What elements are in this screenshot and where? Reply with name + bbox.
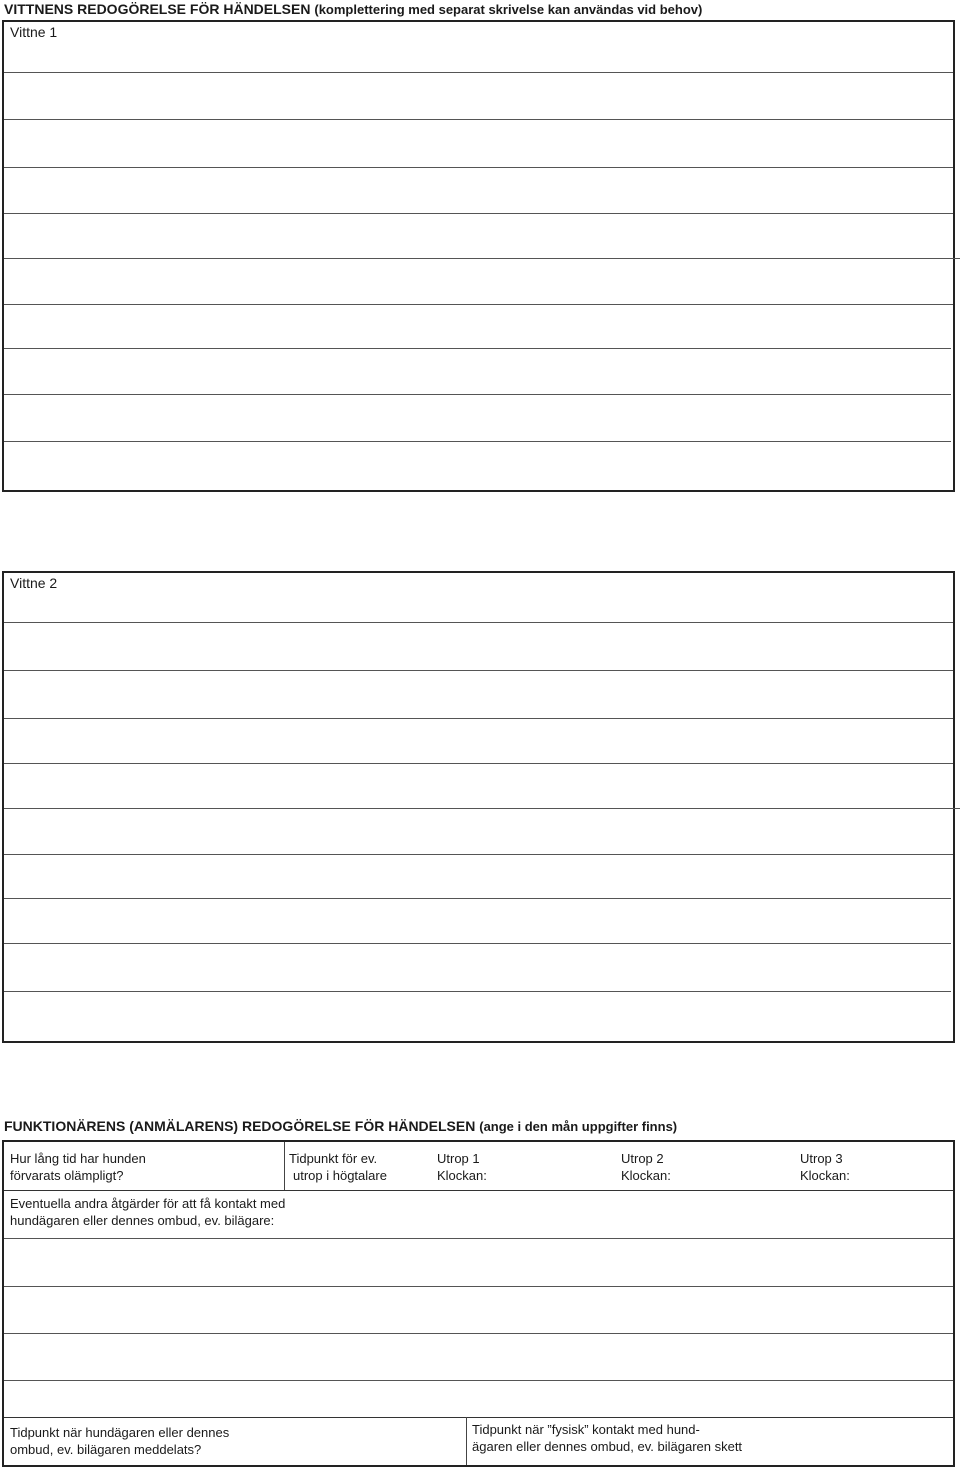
announcement-label-1: Tidpunkt för ev. (289, 1151, 378, 1166)
call-3-field[interactable] (800, 1150, 850, 1184)
other-actions-label-2: hundägaren eller dennes ombud, ev. bilägare: (10, 1213, 275, 1228)
witness-2-line (4, 670, 953, 671)
call-2-label: Utrop 2 (621, 1151, 664, 1166)
other-actions-line (4, 1286, 953, 1287)
witness-section-subtitle: (komplettering med separat skrivelse kan användas vid behov) (314, 2, 703, 17)
call-3-label: Utrop 3 (800, 1151, 843, 1166)
notified-time-field[interactable] (10, 1424, 229, 1458)
other-actions-field[interactable] (10, 1195, 285, 1229)
notified-label-1: Tidpunkt när hundägaren eller dennes (10, 1425, 230, 1440)
announcement-label (289, 1150, 387, 1184)
call-1-label: Utrop 1 (437, 1151, 480, 1166)
duration-field[interactable] (10, 1150, 146, 1184)
witness-1-line (4, 304, 953, 305)
official-section-title: FUNKTIONÄRENS (ANMÄLARENS) REDOGÖRELSE FÖR HÄNDELSEN (4, 1118, 476, 1134)
call-2-field[interactable] (621, 1150, 671, 1184)
contact-label-2: ägaren eller dennes ombud, ev. bilägaren skett (472, 1439, 743, 1454)
witness-2-line (4, 622, 953, 623)
witness-1-line (4, 394, 951, 395)
witness-2-line (4, 991, 951, 992)
witness-1-line (4, 258, 960, 259)
row-divider (466, 1417, 467, 1465)
official-section-subtitle: (ange i den mån uppgifter finns) (479, 1119, 678, 1134)
other-actions-label-1: Eventuella andra åtgärder för att få kontakt med (10, 1196, 286, 1211)
witness-1-line (4, 72, 953, 73)
official-section-heading (4, 1118, 677, 1134)
witness-2-line (4, 718, 953, 719)
witness-1-line (4, 213, 953, 214)
other-actions-line (4, 1380, 953, 1381)
witness-1-label: Vittne 1 (10, 24, 58, 40)
witness-2-line (4, 898, 951, 899)
witness-2-label: Vittne 2 (10, 575, 58, 591)
witness-2-line (4, 943, 951, 944)
announcement-label-2: utrop i högtalare (293, 1168, 387, 1183)
witness-1-line (4, 167, 953, 168)
duration-label-2: förvarats olämpligt? (10, 1168, 124, 1183)
contact-time-field[interactable] (472, 1421, 742, 1455)
duration-label-1: Hur lång tid har hunden (10, 1151, 146, 1166)
notified-label-2: ombud, ev. bilägaren meddelats? (10, 1442, 202, 1457)
witness-2-line (4, 763, 953, 764)
row-separator (4, 1190, 953, 1191)
witness-2-box[interactable] (2, 571, 955, 1043)
witness-section-heading (4, 1, 702, 17)
other-actions-line (4, 1333, 953, 1334)
call-1-time-label: Klockan: (437, 1168, 487, 1183)
witness-2-line (4, 854, 953, 855)
other-actions-line (4, 1238, 953, 1239)
witness-1-line (4, 119, 953, 120)
witness-1-box[interactable] (2, 20, 955, 492)
row-separator (4, 1417, 953, 1418)
call-3-time-label: Klockan: (800, 1168, 850, 1183)
call-2-time-label: Klockan: (621, 1168, 671, 1183)
call-1-field[interactable] (437, 1150, 487, 1184)
witness-1-line (4, 441, 951, 442)
witness-section-title: VITTNENS REDOGÖRELSE FÖR HÄNDELSEN (4, 1, 311, 17)
row-divider (284, 1142, 285, 1190)
witness-2-line (4, 808, 960, 809)
contact-label-1: Tidpunkt när ”fysisk” kontakt med hund- (472, 1422, 700, 1437)
witness-1-line (4, 348, 951, 349)
